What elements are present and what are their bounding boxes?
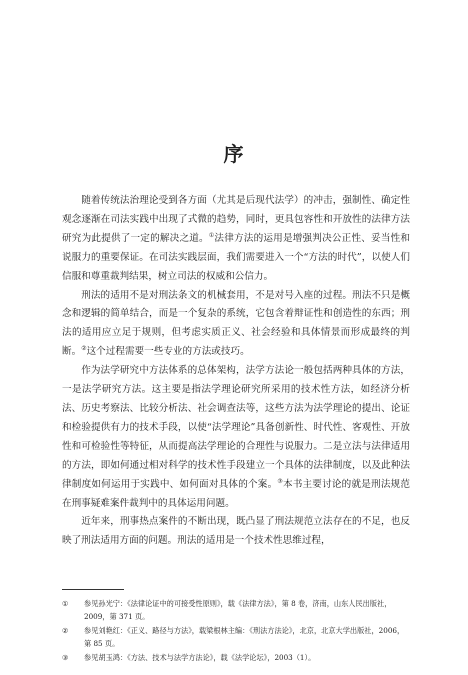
paragraph-2	[62, 287, 410, 363]
footnote-ref: ②	[81, 345, 87, 353]
footnote-ref: ①	[208, 231, 215, 239]
footnote-ref: ③	[277, 477, 283, 485]
paragraph-text: 近年来，刑事热点案件的不断出现，既凸显了刑法规范立法存在的不足，也反映了刑法适用方面的问题。刑法的适用是一个技术性思维过程，	[62, 516, 410, 547]
paragraph-4	[62, 513, 410, 551]
page-title: 序	[223, 142, 245, 166]
paragraph-3	[62, 362, 410, 513]
paragraph-text: 作为法学研究中方法体系的总体架构，法学方法论一般包括两种具体的方法，一是法学研究方法。这主要是指法学理论研究所采用的技术性方法，如经济分析法、历史考察法、比较分析法、社会调查法等，这些方法为法学理论的提出、论证和检验提供有力的技术手段，以使“法学理论”具备创新性、时代性、客观性、开放性和可检验性等特征，从而提高法学理论的合理性与说服力。二是立法与法律适用的方法，即如何通过相对科学的技术性手段建立一个具体的法律制度，以及此种法律制度如何运用于实践中、如何面对具体的个案。	[62, 365, 410, 490]
footnote-text: 参见孙光宁：《法律论证中的可接受性原则》，载《法律方法》，第 8 卷，济南，山东人民出版社，2009，第 371 页。	[84, 598, 392, 622]
paragraph-text: 这个过程需要一些专业的方法或技巧。	[86, 346, 250, 358]
footnote	[62, 624, 410, 651]
footnote-text: 参见刘艳红：《正义、路径与方法》，载梁根林主编：《刑法方法论》，北京，北京大学出版社，2006，第 85 页。	[84, 625, 405, 649]
footnote-divider	[62, 589, 124, 590]
paragraph-text: 随着传统法治理论受到各方面（尤其是后现代法学）的冲击，强制性、确定性观念逐渐在司法实践中出现了式微的趋势，同时，更具包容性和开放性的法律方法研究为此提供了一定的解决之道。	[62, 195, 410, 244]
footnotes	[62, 597, 410, 664]
footnote	[62, 651, 410, 664]
footnote-number: ①	[62, 598, 69, 608]
paragraph-text: 本书主要讨论的就是刑法规范在刑事疑难案件裁判中的具体运用问题。	[62, 478, 410, 509]
paragraph-1	[62, 192, 410, 287]
footnote-number: ③	[62, 652, 69, 662]
paragraph-text: 法律方法的运用是增强判决公正性、妥当性和说服力的重要保证。在司法实践层面，我们需要进入一个“方法的时代”，以使人们信服和尊重裁判结果，树立司法的权威和公信力。	[62, 232, 411, 282]
paragraph-text: 刑法的适用不是对刑法条文的机械套用，不是对号入座的过程。刑法不只是概念和逻辑的简单结合，而是一个复杂的系统，它包含着辩证性和创造性的东西；刑法的适用应立足于规则，但考虑实质正义、社会经验和具体情景而形成最终的判断。	[62, 289, 410, 358]
footnote-text: 参见胡玉鸿：《方法、技术与法学方法论》，载《法学论坛》，2003（1）。	[84, 652, 316, 662]
body-text	[62, 192, 410, 551]
footnote	[62, 597, 410, 624]
footnote-number: ②	[62, 625, 69, 635]
